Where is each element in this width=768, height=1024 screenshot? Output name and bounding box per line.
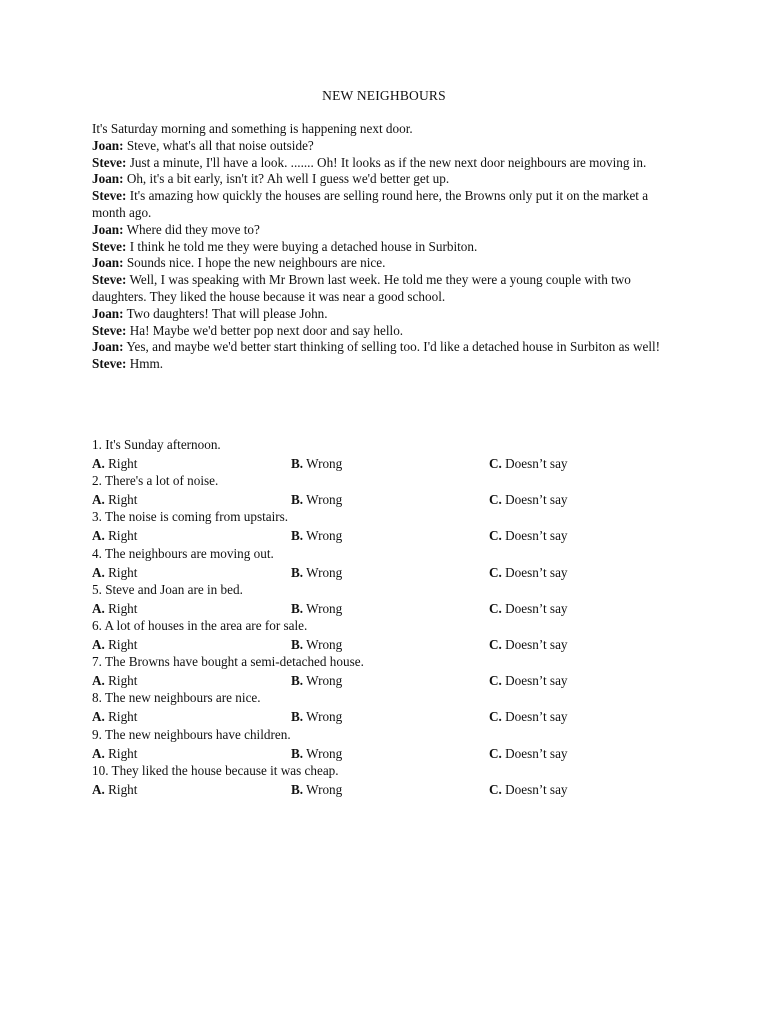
option-a-right[interactable]: A. Right bbox=[92, 673, 138, 689]
dialogue-text: Just a minute, I'll have a look. ....... Oh! It looks as if the new next door neighbours are moving in. bbox=[126, 154, 647, 170]
question-text: 2. There's a lot of noise. bbox=[92, 473, 219, 489]
question-text: 8. The new neighbours are nice. bbox=[92, 690, 261, 706]
option-c-doesnt-say[interactable]: C. Doesn’t say bbox=[489, 673, 568, 689]
questions-section bbox=[92, 437, 692, 799]
speaker-label: Steve: bbox=[92, 322, 127, 338]
option-c-doesnt-say[interactable]: C. Doesn’t say bbox=[489, 745, 568, 761]
option-b-wrong[interactable]: B. Wrong bbox=[291, 781, 343, 797]
question-text: 7. The Browns have bought a semi-detached house. bbox=[92, 654, 364, 670]
option-a-right[interactable]: A. Right bbox=[92, 709, 138, 725]
option-c-doesnt-say[interactable]: C. Doesn’t say bbox=[489, 781, 568, 797]
option-b-wrong[interactable]: B. Wrong bbox=[291, 492, 343, 508]
question-text: 1. It's Sunday afternoon. bbox=[92, 437, 221, 452]
option-c-doesnt-say[interactable]: C. Doesn’t say bbox=[489, 564, 568, 580]
dialogue-text: It's amazing how quickly the houses are selling round here, the Browns only put it on the market a month ago. bbox=[92, 188, 649, 220]
option-a-right[interactable]: A. Right bbox=[92, 528, 138, 544]
dialogue-line bbox=[92, 222, 682, 239]
question-text: 9. The new neighbours have children. bbox=[92, 726, 291, 742]
speaker-label: Joan: bbox=[92, 255, 124, 271]
option-b-wrong[interactable]: B. Wrong bbox=[291, 636, 343, 652]
speaker-label: Joan: bbox=[92, 221, 124, 237]
option-a-right[interactable]: A. Right bbox=[92, 456, 138, 471]
dialogue-text: I think he told me they were buying a detached house in Surbiton. bbox=[126, 238, 478, 254]
dialogue-line bbox=[92, 356, 682, 373]
question-text: 4. The neighbours are moving out. bbox=[92, 545, 274, 561]
option-b-wrong[interactable]: B. Wrong bbox=[291, 709, 343, 725]
dialogue-text: Where did they move to? bbox=[123, 221, 260, 237]
question-4 bbox=[92, 546, 692, 582]
option-c-doesnt-say[interactable]: C. Doesn’t say bbox=[489, 600, 568, 616]
option-b-wrong[interactable]: B. Wrong bbox=[291, 745, 343, 761]
question-text: 10. They liked the house because it was cheap. bbox=[92, 762, 339, 778]
question-7 bbox=[92, 654, 692, 690]
option-a-right[interactable]: A. Right bbox=[92, 564, 138, 580]
option-a-right[interactable]: A. Right bbox=[92, 781, 138, 797]
question-text: 5. Steve and Joan are in bed. bbox=[92, 581, 243, 597]
dialogue-text: Steve, what's all that noise outside? bbox=[123, 137, 314, 153]
dialogue-text: Yes, and maybe we'd better start thinking of selling too. I'd like a detached house in Surbiton as well! bbox=[123, 339, 661, 355]
speaker-label: Joan: bbox=[92, 305, 124, 321]
dialogue-text: It's Saturday morning and something is happening next door. bbox=[92, 121, 413, 136]
dialogue-text: Hmm. bbox=[126, 356, 164, 372]
question-1 bbox=[92, 437, 692, 473]
option-b-wrong[interactable]: B. Wrong bbox=[291, 564, 343, 580]
option-b-wrong[interactable]: B. Wrong bbox=[291, 528, 343, 544]
option-c-doesnt-say[interactable]: C. Doesn’t say bbox=[489, 528, 568, 544]
dialogue-line bbox=[92, 171, 682, 188]
speaker-label: Steve: bbox=[92, 272, 127, 288]
question-9 bbox=[92, 727, 692, 763]
speaker-label: Steve: bbox=[92, 154, 127, 170]
question-text: 3. The noise is coming from upstairs. bbox=[92, 509, 289, 525]
option-a-right[interactable]: A. Right bbox=[92, 745, 138, 761]
option-a-right[interactable]: A. Right bbox=[92, 636, 138, 652]
question-6 bbox=[92, 618, 692, 654]
option-b-wrong[interactable]: B. Wrong bbox=[291, 673, 343, 689]
question-3 bbox=[92, 509, 692, 545]
speaker-label: Steve: bbox=[92, 356, 127, 372]
dialogue-line bbox=[92, 255, 682, 272]
option-b-wrong[interactable]: B. Wrong bbox=[291, 456, 343, 471]
option-c-doesnt-say[interactable]: C. Doesn’t say bbox=[489, 456, 568, 471]
speaker-label: Steve: bbox=[92, 238, 127, 254]
option-b-wrong[interactable]: B. Wrong bbox=[291, 600, 343, 616]
dialogue-line bbox=[92, 339, 682, 356]
speaker-label: Joan: bbox=[92, 339, 124, 355]
dialogue-line bbox=[92, 323, 682, 340]
page-title: NEW NEIGHBOURS bbox=[322, 88, 446, 103]
dialogue-text: Oh, it's a bit early, isn't it? Ah well I guess we'd better get up. bbox=[123, 171, 450, 187]
dialogue-text: Well, I was speaking with Mr Brown last week. He told me they were a young couple with two daughters. They liked the house because it was near a good school. bbox=[92, 272, 631, 304]
option-a-right[interactable]: A. Right bbox=[92, 492, 138, 508]
question-8 bbox=[92, 690, 692, 726]
dialogue-text: Two daughters! That will please John. bbox=[123, 305, 328, 321]
dialogue-text: Sounds nice. I hope the new neighbours are nice. bbox=[123, 255, 386, 271]
dialogue-line bbox=[92, 138, 682, 155]
dialogue-line bbox=[92, 306, 682, 323]
option-c-doesnt-say[interactable]: C. Doesn’t say bbox=[489, 709, 568, 725]
option-a-right[interactable]: A. Right bbox=[92, 600, 138, 616]
dialogue-line bbox=[92, 239, 682, 256]
question-10 bbox=[92, 763, 692, 799]
dialogue-line bbox=[92, 272, 682, 306]
speaker-label: Joan: bbox=[92, 137, 124, 153]
question-5 bbox=[92, 582, 692, 618]
dialogue-text: Ha! Maybe we'd better pop next door and say hello. bbox=[126, 322, 404, 338]
question-2 bbox=[92, 473, 692, 509]
dialogue-line bbox=[92, 188, 682, 222]
speaker-label: Steve: bbox=[92, 188, 127, 204]
dialogue-line bbox=[92, 121, 682, 138]
dialogue-line bbox=[92, 155, 682, 172]
option-c-doesnt-say[interactable]: C. Doesn’t say bbox=[489, 492, 568, 508]
option-c-doesnt-say[interactable]: C. Doesn’t say bbox=[489, 636, 568, 652]
speaker-label: Joan: bbox=[92, 171, 124, 187]
dialogue-section bbox=[92, 121, 682, 373]
question-text: 6. A lot of houses in the area are for sale. bbox=[92, 617, 308, 633]
